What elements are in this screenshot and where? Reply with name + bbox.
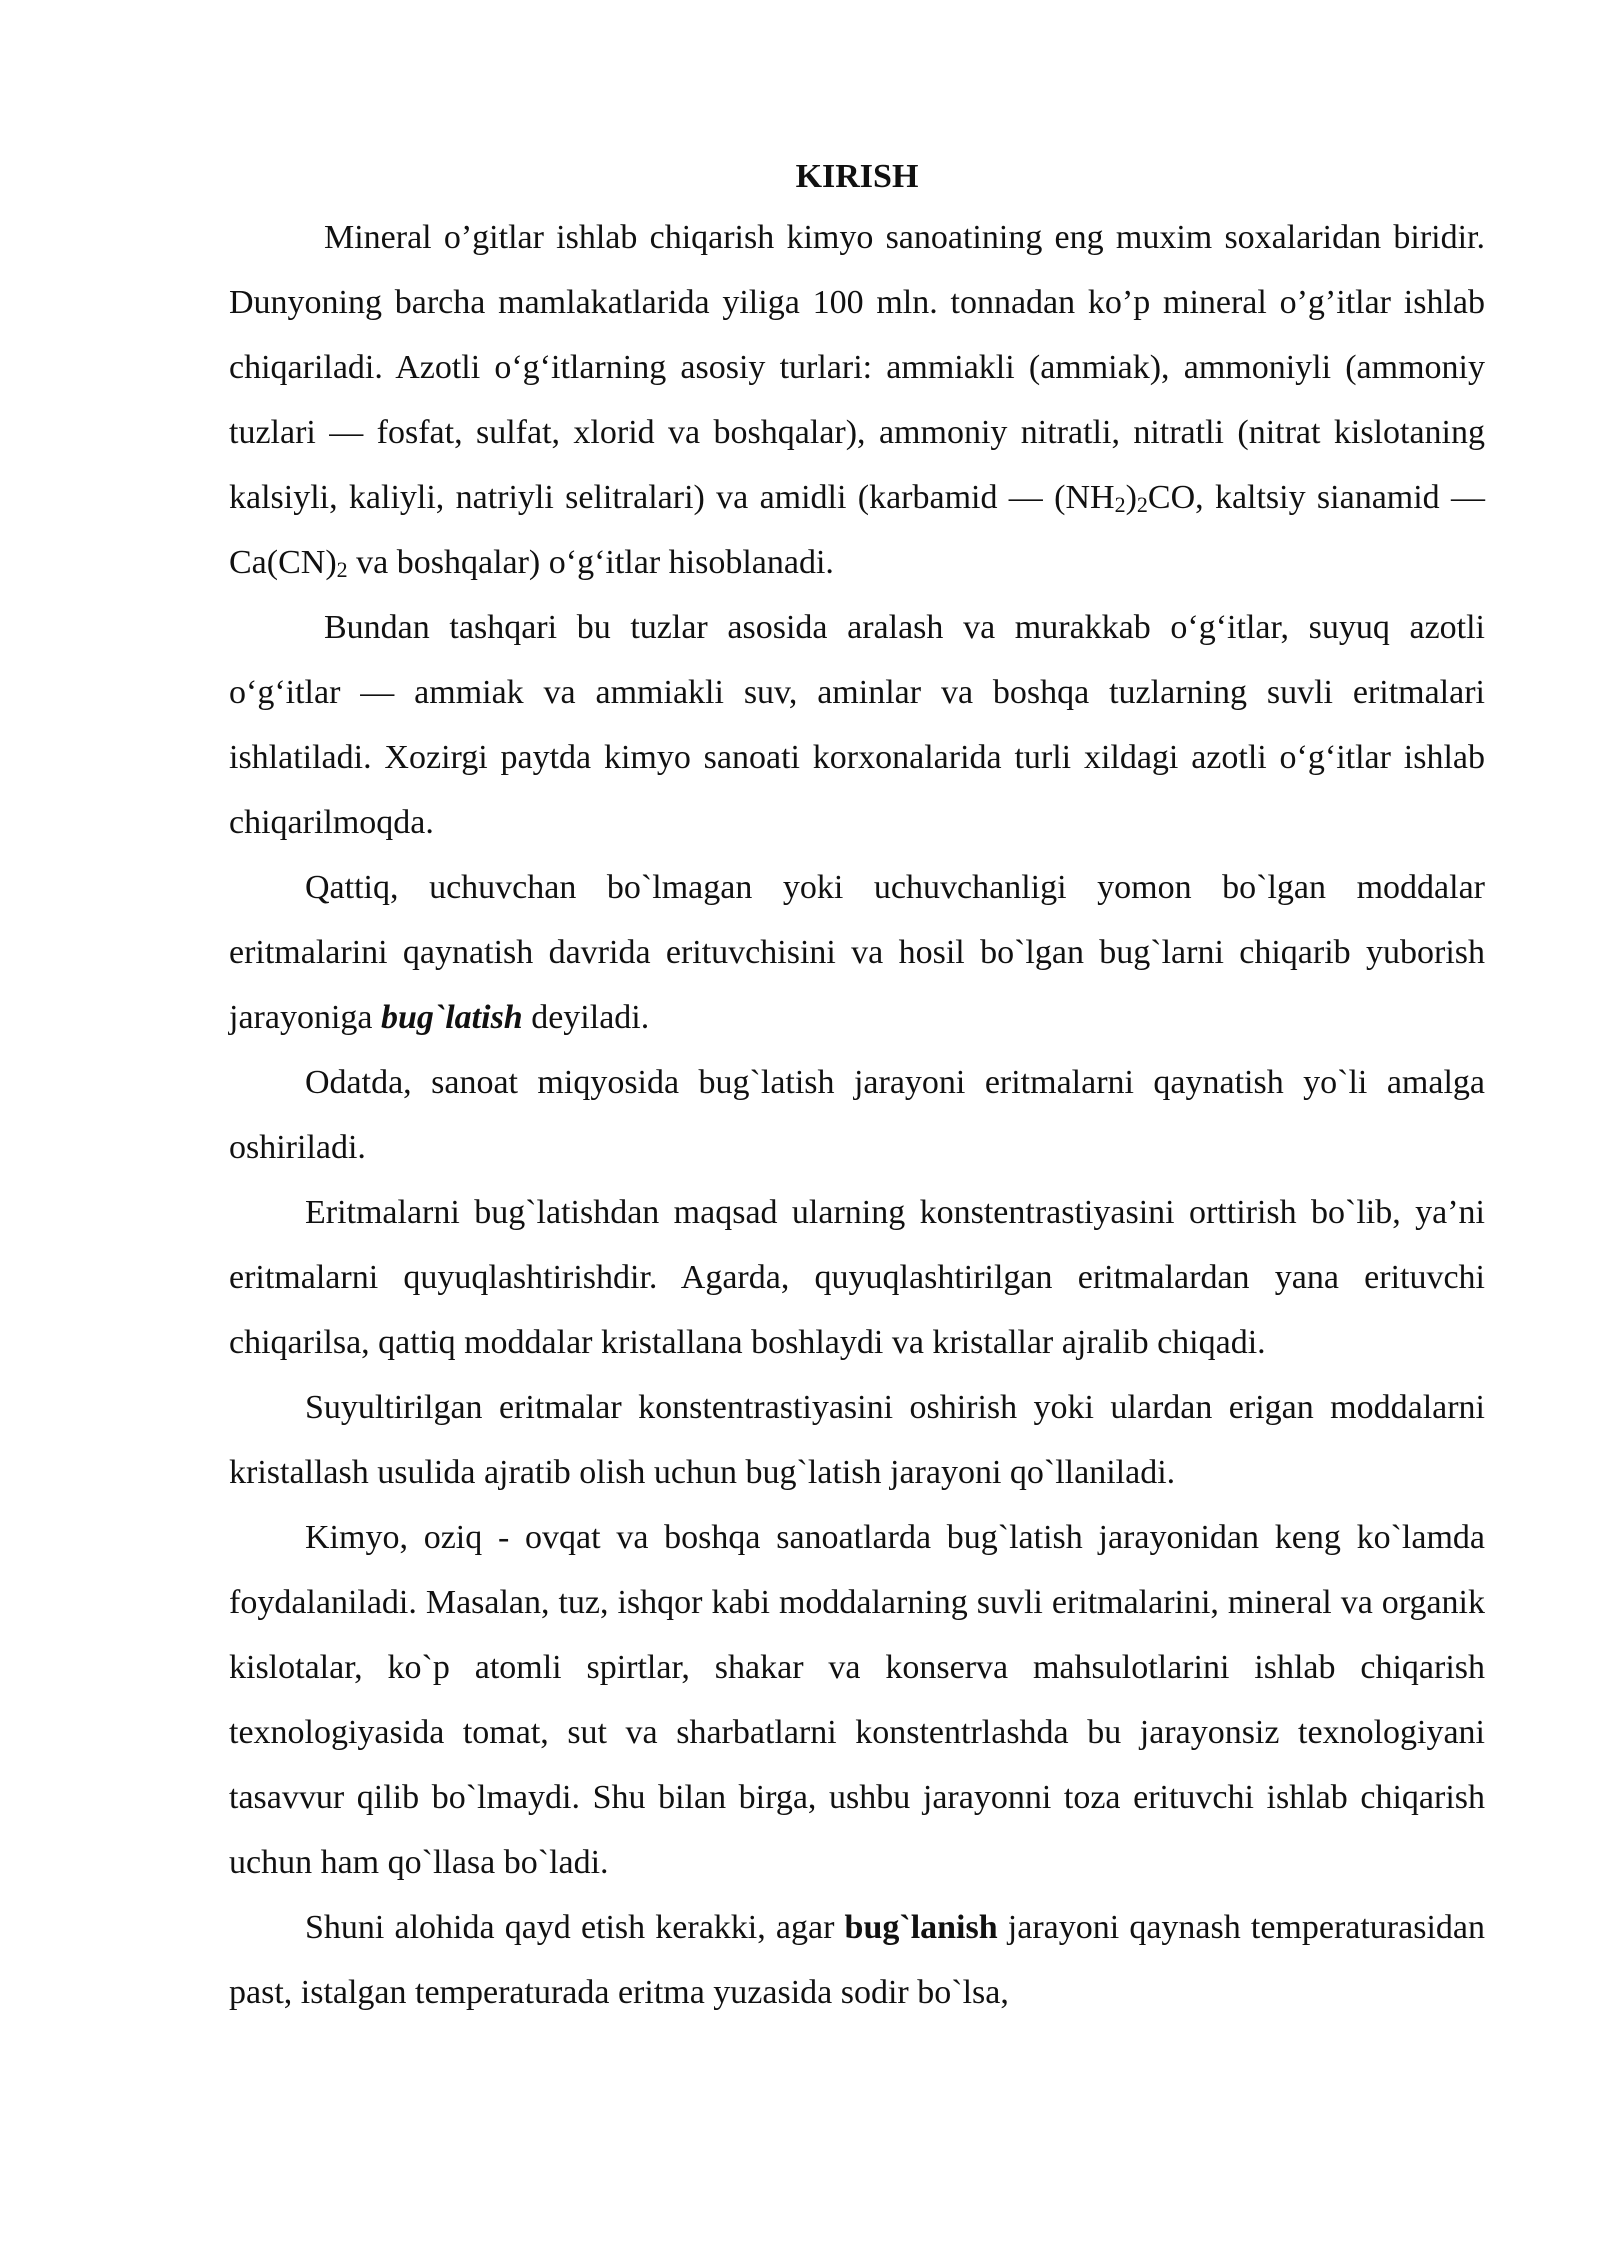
formula-a-sub-1: 2 [1114, 492, 1126, 517]
document-page [229, 148, 1485, 2025]
paragraph-4: Odatda, sanoat miqyosida bug`latish jarayoni eritmalarni qaynatish yo`li amalga oshiriladi. [229, 1064, 1485, 1166]
paragraph-3-start: Qattiq, uchuvchan bo`lmagan yoki uchuvchanligi yomon bo`lgan moddalar eritmalarini qaynatish davrida erituvchisini va hosil bo`lgan bug`larni chiqarib yuborish jarayoniga [229, 869, 1485, 1036]
formula-a-close: ) [1125, 479, 1137, 516]
paragraph-8-start: Shuni alohida qayd etish kerakki, agar [305, 1909, 845, 1946]
term-buglanish: bug`lanish [844, 1909, 998, 1946]
formula-b-sub: 2 [336, 557, 348, 582]
paragraph-3-end: deyiladi. [522, 999, 650, 1036]
formula-a-rest: CO, kaltsiy sianamid — Ca(CN) [229, 479, 1485, 581]
paragraph-1 [229, 205, 1485, 595]
paragraph-7: Kimyo, oziq - ovqat va boshqa sanoatlarda bug`latish jarayonidan keng ko`lamda foydalaniladi. Masalan, tuz, ishqor kabi moddalarning suvli eritmalarini, mineral va organik kislotalar, ko`p atomli spirtlar, shakar va konserva mahsulotlarini ishlab chiqarish texnologiyasida tomat, sut va sharbatlarni konstentrlashda bu jarayonsiz texnologiyani tasavvur qilib bo`lmaydi. Shu bilan birga, ushbu jarayonni toza erituvchi ishlab chiqarish uchun ham qo`llasa bo`ladi. [229, 1519, 1485, 1881]
formula-a-sub-2: 2 [1136, 492, 1148, 517]
paragraph-6: Suyultirilgan eritmalar konstentrastiyasini oshirish yoki ulardan erigan moddalarni kristallash usulida ajratib olish uchun bug`latish jarayoni qo`llaniladi. [229, 1389, 1485, 1491]
paragraph-2: Bundan tashqari bu tuzlar asosida aralash va murakkab o‘g‘itlar, suyuq azotli o‘g‘itlar — ammiak va ammiakli suv, aminlar va boshqa tuzlarning suvli eritmalari ishlatiladi. Xozirgi paytda kimyo sanoati korxonalarida turli xildagi azotli o‘g‘itlar ishlab chiqarilmoqda. [229, 609, 1485, 841]
paragraph-1-tail: va boshqalar) o‘g‘itlar hisoblanadi. [347, 544, 834, 581]
paragraph-5: Eritmalarni bug`latishdan maqsad ularning konstentrastiyasini orttirish bo`lib, ya’ni eritmalarni quyuqlashtirishdir. Agarda, quyuqlashtirilgan eritmalardan yana erituvchi chiqarilsa, qattiq moddalar kristallana boshlaydi va kristallar ajralib chiqadi. [229, 1194, 1485, 1361]
paragraph-1-text: Mineral o’gitlar ishlab chiqarish kimyo sanoatining eng muxim soxalaridan biridir. Dunyoning barcha mamlakatlarida yiliga 100 mln. tonnadan ko’p mineral o’g’itlar ishlab chiqariladi. Azotli o‘g‘itlarning asosiy turlari: ammiakli (ammiak), ammoniyli (ammoniy tuzlari — fosfat, sulfat, xlorid va boshqalar), ammoniy nitratli, nitratli (nitrat kislotaning kalsiyli, kaliyli, natriyli selitralari) va amidli (karbamid — [229, 219, 1485, 516]
document-title: KIRISH [795, 158, 919, 195]
paragraph-3 [229, 855, 1485, 1050]
paragraph-8-end: jarayoni qaynash temperaturasidan past, istalgan temperaturada eritma yuzasida sodir bo`lsa, [229, 1909, 1485, 2011]
term-buglatish: bug`latish [381, 999, 523, 1036]
formula-a-open: (NH [1054, 479, 1115, 516]
paragraph-8 [229, 1895, 1485, 2025]
